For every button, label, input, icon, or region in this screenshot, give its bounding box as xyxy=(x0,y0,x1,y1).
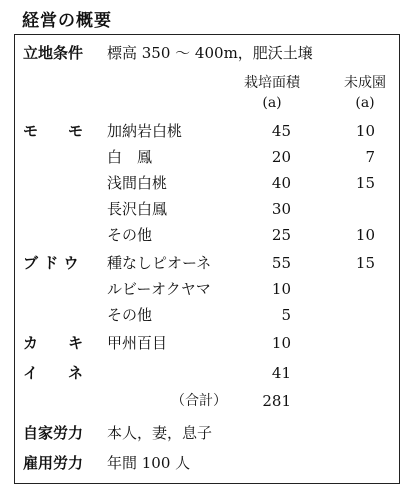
crop-row xyxy=(15,303,399,327)
crop-category: ブ ド ウ xyxy=(23,254,79,272)
crop-area: 20 xyxy=(271,148,291,166)
crop-variety: 長沢白鳳 xyxy=(107,200,168,218)
crop-row xyxy=(15,171,399,195)
family-labor-label: 自家労力 xyxy=(23,424,84,442)
site-value: 標高 350 ～ 400m，肥沃土壌 xyxy=(107,44,313,62)
crop-area: 25 xyxy=(271,226,291,244)
page-title: 経営の概要 xyxy=(22,11,112,31)
immature-unit: (a) xyxy=(355,95,375,111)
crop-area: 10 xyxy=(271,334,291,352)
hired-labor-value: 年間 100 人 xyxy=(107,454,191,472)
hired-labor-label: 雇用労力 xyxy=(23,454,84,472)
unit-row xyxy=(15,91,399,115)
immature-header: 未成園 xyxy=(344,75,386,91)
area-unit: (a) xyxy=(262,95,282,111)
crop-area: 5 xyxy=(281,306,291,324)
crop-variety: 甲州百目 xyxy=(107,334,168,352)
crop-variety: ルビーオクヤマ xyxy=(107,280,211,298)
crop-immature: 7 xyxy=(365,148,375,166)
total-row xyxy=(15,389,399,413)
family-labor-row xyxy=(15,421,399,445)
site-label: 立地条件 xyxy=(23,44,84,62)
crop-area: 40 xyxy=(271,174,291,192)
crop-variety: 加納岩白桃 xyxy=(107,122,183,140)
crop-immature: 15 xyxy=(355,254,375,272)
total-value: 281 xyxy=(262,392,291,410)
crop-category: イ ネ xyxy=(23,364,84,382)
crop-variety: 種なしピオーネ xyxy=(107,254,212,272)
area-header: 栽培面積 xyxy=(244,75,300,91)
crop-variety: 浅間白桃 xyxy=(107,174,168,192)
crop-row xyxy=(15,145,399,169)
crop-area: 45 xyxy=(271,122,291,140)
crop-row xyxy=(15,331,399,355)
family-labor-value: 本人，妻，息子 xyxy=(107,424,213,442)
crop-area: 55 xyxy=(271,254,291,272)
crop-immature: 10 xyxy=(355,122,375,140)
crop-area: 41 xyxy=(271,364,291,382)
crop-variety: その他 xyxy=(107,226,153,244)
crop-immature: 15 xyxy=(355,174,375,192)
crop-row xyxy=(15,119,399,143)
crop-category: モ モ xyxy=(23,122,84,140)
crop-row xyxy=(15,277,399,301)
crop-row xyxy=(15,251,399,275)
hired-labor-row xyxy=(15,451,399,475)
crop-area: 10 xyxy=(271,280,291,298)
crop-area: 30 xyxy=(271,200,291,218)
crop-row xyxy=(15,197,399,221)
crop-row xyxy=(15,361,399,385)
crop-variety: 白 鳳 xyxy=(107,148,153,166)
crop-row xyxy=(15,223,399,247)
crop-variety: その他 xyxy=(107,306,153,324)
total-label: （合計） xyxy=(171,393,227,409)
summary-table xyxy=(14,34,400,484)
crop-category: カ キ xyxy=(23,334,84,352)
site-row xyxy=(15,41,399,65)
crop-immature: 10 xyxy=(355,226,375,244)
